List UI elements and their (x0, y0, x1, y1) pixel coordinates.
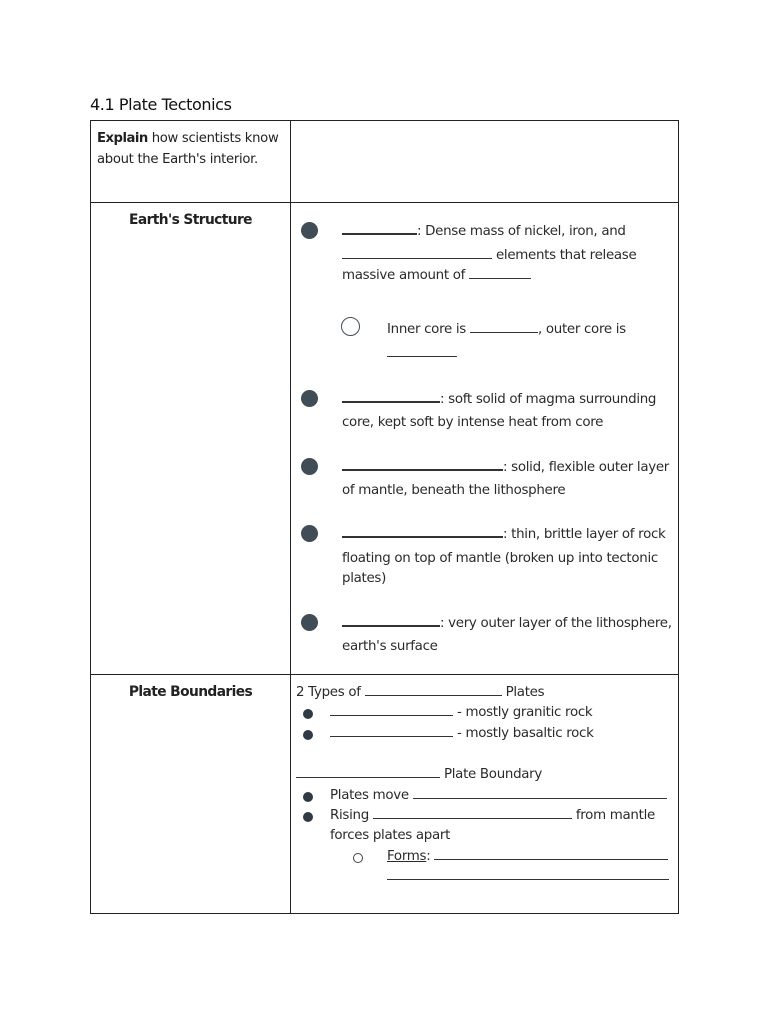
answer-blank[interactable] (434, 847, 668, 860)
bullet-icon (301, 614, 318, 631)
plate-boundaries-notes-cell (291, 675, 679, 914)
plate-boundaries-label: Plate Boundaries (128, 684, 253, 700)
bullet-icon (301, 390, 318, 407)
earth-structure-label: Earth's Structure (129, 212, 252, 228)
continental-line: - mostly granitic rock (330, 703, 592, 724)
bullet-icon (303, 730, 313, 740)
bullet-icon (301, 525, 318, 542)
explain-bold: Explain (97, 131, 148, 146)
core-line-1: : Dense mass of nickel, iron, and (342, 221, 626, 242)
earth-structure-row (91, 203, 679, 675)
answer-blank[interactable] (387, 344, 457, 357)
lithosphere-line-1: : thin, brittle layer of rock (342, 524, 666, 545)
inner-core-line-2 (387, 343, 457, 364)
bullet-icon (301, 458, 318, 475)
rising-line-1: Rising from mantle (330, 808, 655, 823)
answer-blank[interactable] (342, 457, 503, 471)
plates-move-line: Plates move (330, 786, 667, 807)
explain-prompt (91, 121, 290, 170)
forms-line-1: Forms: (387, 847, 668, 868)
bullet-icon (303, 792, 313, 802)
inner-core-line-1: Inner core is , outer core is (387, 322, 626, 337)
answer-blank[interactable] (365, 683, 502, 696)
crust-line-1: : very outer layer of the lithosphere, (342, 613, 672, 634)
bullet-icon (303, 812, 313, 822)
answer-blank[interactable] (373, 806, 572, 819)
answer-blank[interactable] (342, 246, 492, 259)
hollow-bullet-icon (353, 853, 363, 863)
worksheet-table (90, 120, 679, 914)
earth-structure-label-cell (91, 203, 291, 675)
oceanic-line: - mostly basaltic rock (330, 724, 594, 745)
types-line: 2 Types of Plates (296, 685, 545, 700)
rising-line-2: forces plates apart (330, 828, 451, 843)
crust-line-2: earth's surface (342, 639, 438, 654)
hollow-bullet-icon (341, 317, 360, 336)
answer-blank[interactable] (413, 786, 667, 799)
lithosphere-line-2: floating on top of mantle (broken up into tectonic (342, 551, 658, 566)
bullet-icon (303, 709, 313, 719)
answer-blank[interactable] (342, 221, 417, 235)
core-line-3: massive amount of (342, 265, 531, 286)
mantle-line-2: core, kept soft by intense heat from core (342, 415, 604, 430)
explain-answer-cell[interactable] (291, 121, 679, 203)
answer-blank[interactable] (342, 613, 440, 627)
plate-boundaries-row (91, 675, 679, 914)
plate-boundaries-label-cell (91, 675, 291, 914)
answer-blank[interactable] (470, 320, 538, 333)
asthenosphere-line-2: of mantle, beneath the lithosphere (342, 483, 566, 498)
boundary-line: Plate Boundary (296, 765, 542, 786)
answer-blank[interactable] (330, 724, 453, 737)
earth-structure-notes-cell (291, 203, 679, 675)
explain-row (91, 121, 679, 203)
core-line-2: elements that release (342, 245, 636, 266)
explain-prompt-cell (91, 121, 291, 203)
forms-label: Forms (387, 849, 427, 864)
answer-blank[interactable] (330, 703, 453, 716)
answer-blank[interactable] (387, 867, 669, 880)
forms-line-2 (387, 867, 669, 888)
answer-blank[interactable] (469, 266, 531, 279)
page-title: 4.1 Plate Tectonics (90, 95, 232, 114)
explain-rest: how scientists know about the Earth's interior. (97, 131, 279, 167)
asthenosphere-line-1: : solid, flexible outer layer (342, 457, 669, 478)
answer-blank[interactable] (342, 524, 503, 538)
answer-blank[interactable] (296, 765, 440, 778)
answer-blank[interactable] (342, 389, 440, 403)
mantle-line-1: : soft solid of magma surrounding (342, 389, 656, 410)
bullet-icon (301, 222, 318, 239)
lithosphere-line-3: plates) (342, 571, 387, 586)
